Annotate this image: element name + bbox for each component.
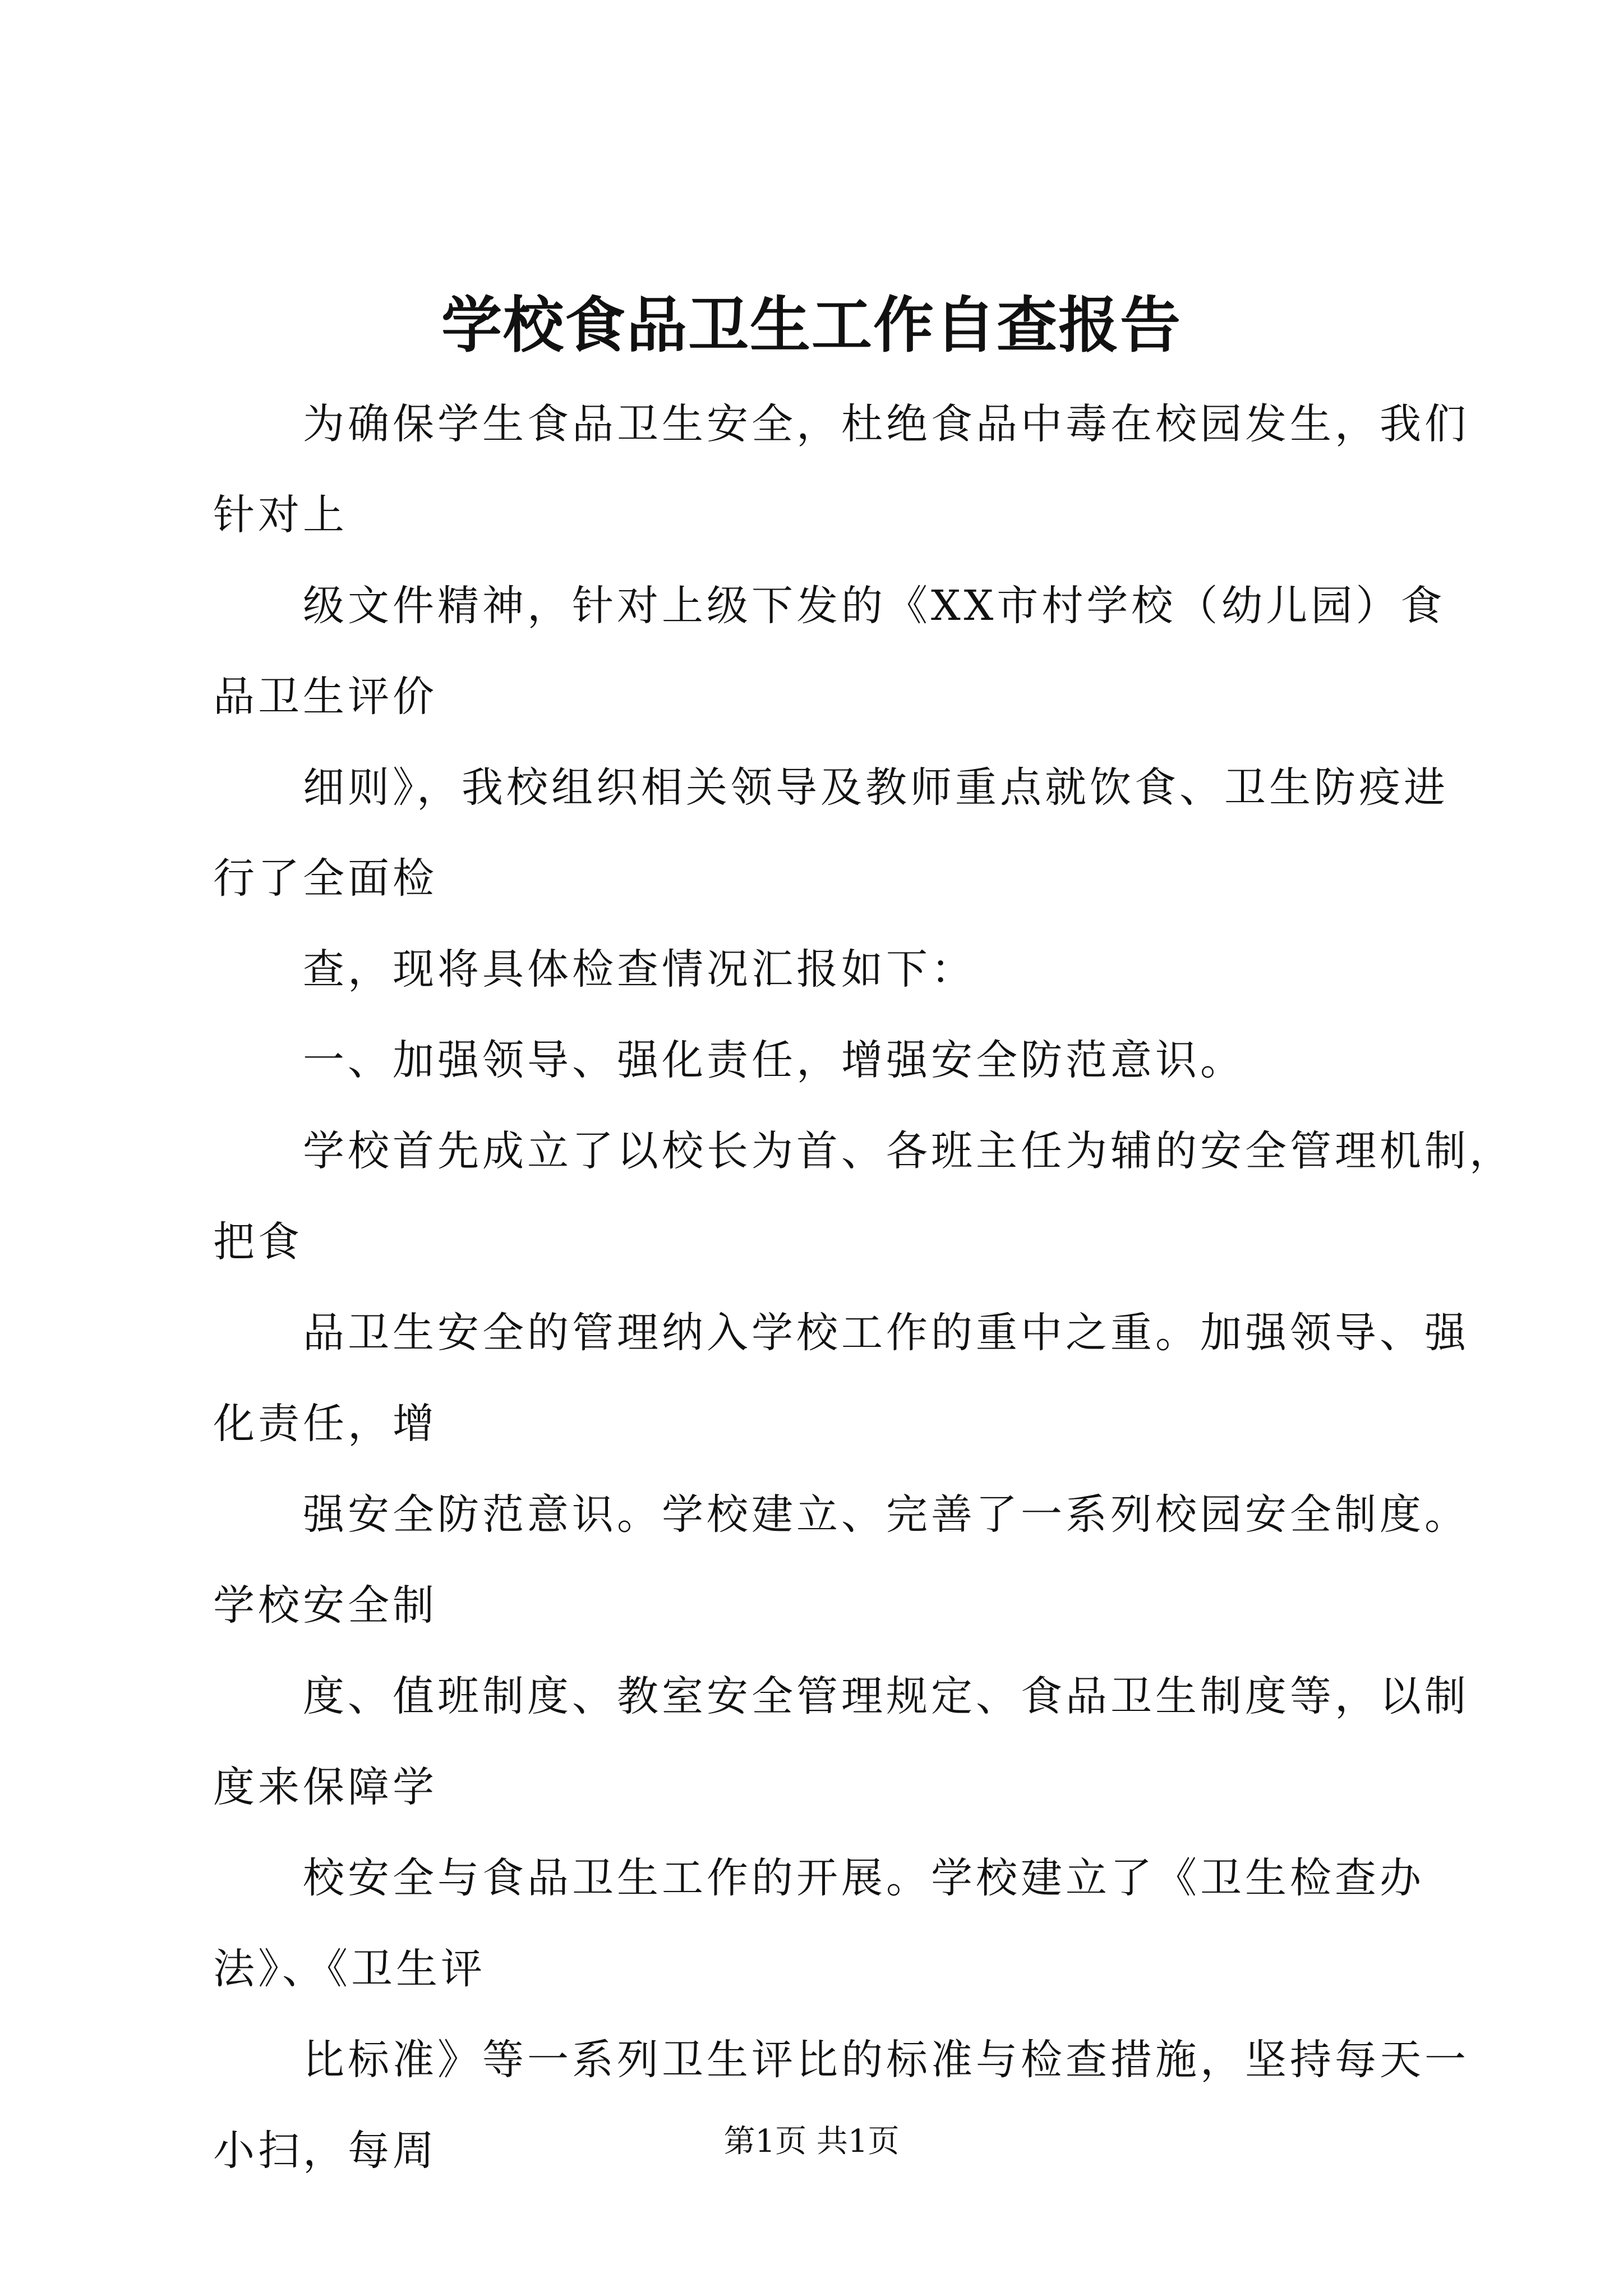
document-body [213,379,1514,2196]
body-line: 查，现将具体检查情况汇报如下： [303,945,976,993]
body-line: 学校首先成立了以校长为首、各班主任为辅的安全管理机制， [303,1127,1514,1175]
body-line: 品卫生安全的管理纳入学校工作的重中之重。加强领导、强 [303,1309,1469,1357]
body-line: 细则》，我校组织相关领导及教师重点就饮食、卫生防疫进 [303,763,1449,812]
body-line: 度来保障学 [213,1763,437,1811]
body-line: 为确保学生食品卫生安全，杜绝食品中毒在校园发生，我们 [303,400,1469,448]
body-line: 行了全面检 [213,854,437,903]
body-line: 化责任，增 [213,1400,437,1448]
body-line: 级文件精神，针对上级下发的《XX市村学校（幼儿园）食 [303,582,1446,630]
section-heading: 一、加强领导、强化责任，增强安全防范意识。 [303,1036,1245,1084]
body-line: 针对上 [213,491,348,539]
body-line: 比标准》等一系列卫生评比的标准与检查措施，坚持每天一 [303,2036,1469,2084]
body-line: 把食 [213,1218,303,1266]
body-line: 法》、《卫生评 [213,1945,486,1993]
document-title: 学校食品卫生工作自查报告 [441,290,1182,361]
page-footer: 第1页 共1页 [723,2123,900,2160]
body-line: 度、值班制度、教室安全管理规定、食品卫生制度等，以制 [303,1672,1469,1720]
body-line: 强安全防范意识。学校建立、完善了一系列校园安全制度。 [303,1490,1469,1539]
body-line: 学校安全制 [213,1581,437,1630]
body-line: 小扫，每周 [213,2127,437,2175]
body-line: 品卫生评价 [213,673,437,721]
body-line: 校安全与食品卫生工作的开展。学校建立了《卫生检查办 [303,1854,1424,1902]
